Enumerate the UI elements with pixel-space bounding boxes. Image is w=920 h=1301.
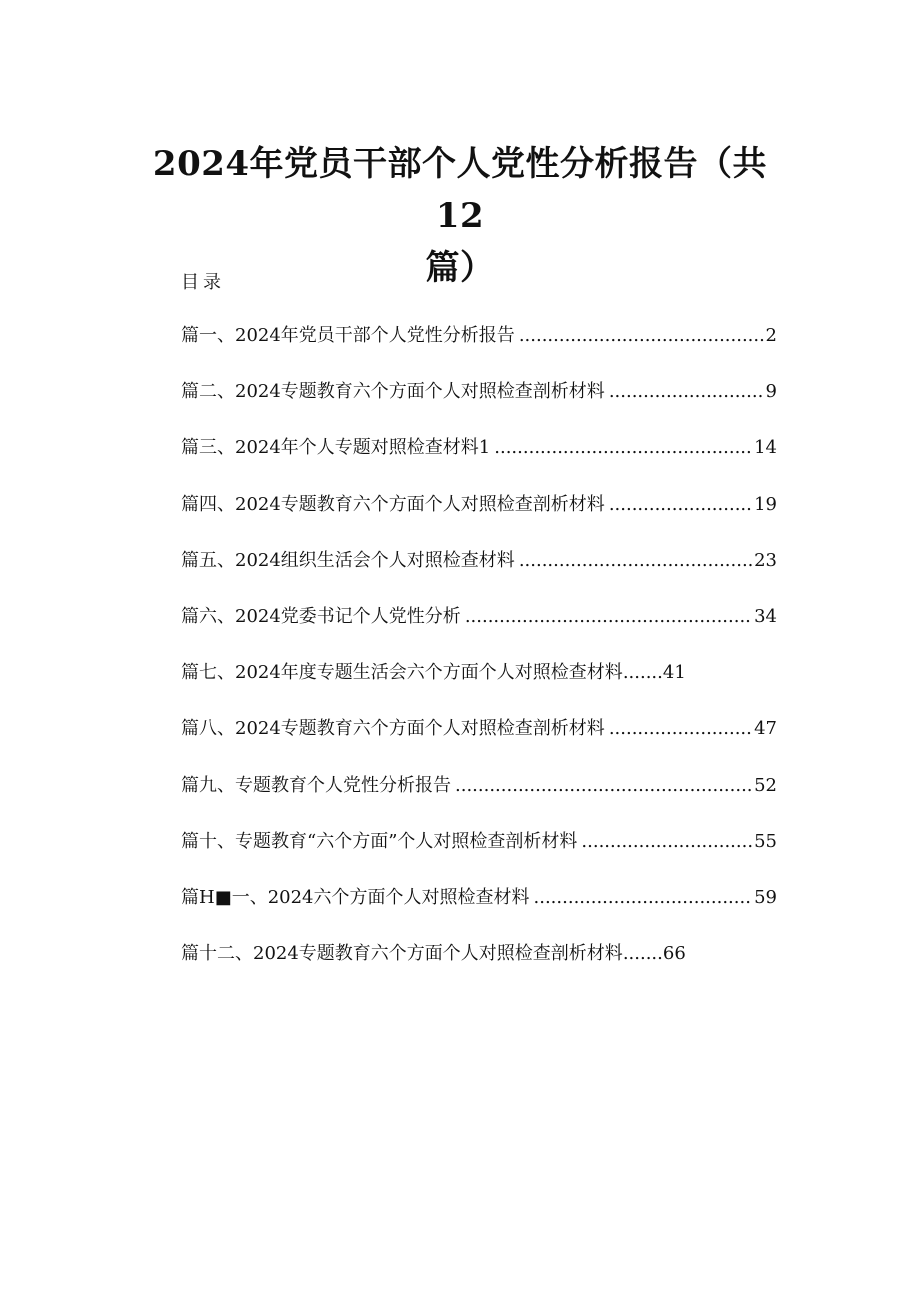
toc-entry-9[interactable] xyxy=(181,772,777,828)
toc-dot-leader xyxy=(455,772,752,800)
toc-entry-page: 47 xyxy=(754,718,777,740)
toc-entry-page: 2 xyxy=(765,325,777,346)
document-title-line-1: 2024年党员干部个人党性分析报告（共12 xyxy=(152,144,768,236)
toc-entry-11[interactable] xyxy=(181,884,777,940)
toc-dot-leader xyxy=(581,828,752,856)
toc-entry-5[interactable] xyxy=(181,547,777,603)
toc-entry-label: 篇九、专题教育个人党性分析报告 xyxy=(181,774,451,796)
toc-dot-leader xyxy=(623,943,663,964)
toc-entry-page: 14 xyxy=(754,437,777,459)
toc-entry-label: 篇一、2024年党员干部个人党性分析报告 xyxy=(181,325,515,346)
toc-entry-page: 55 xyxy=(754,830,777,852)
toc-entry-label: 篇六、2024党委书记个人党性分析 xyxy=(181,605,461,627)
toc-entry-label: 篇十二、2024专题教育六个方面个人对照检查剖析材料 xyxy=(181,943,623,965)
toc-dot-leader xyxy=(623,662,663,683)
toc-entry-label: 篇五、2024组织生活会个人对照检查材料 xyxy=(181,549,515,571)
toc-entry-6[interactable] xyxy=(181,603,777,659)
toc-entry-label: 篇十、专题教育“六个方面”个人对照检查剖析材料 xyxy=(181,830,578,852)
toc-entry-page: 19 xyxy=(754,493,777,515)
toc-entry-label: 篇七、2024年度专题生活会六个方面个人对照检查材料 xyxy=(181,662,623,684)
toc-dot-leader xyxy=(519,322,764,350)
toc-entry-page: 9 xyxy=(765,381,777,403)
toc-entry-12[interactable] xyxy=(181,940,777,996)
toc-dot-leader xyxy=(465,603,752,631)
toc-entry-page: 41 xyxy=(662,662,686,684)
toc-entry-page: 23 xyxy=(754,549,777,571)
document-title-line-2: 篇） xyxy=(425,248,495,288)
toc-dot-leader xyxy=(494,434,752,462)
toc-entry-label: 篇三、2024年个人专题对照检查材料1 xyxy=(181,437,491,459)
toc-dot-leader xyxy=(519,547,752,575)
toc-entry-label: 篇八、2024专题教育六个方面个人对照检查剖析材料 xyxy=(181,718,605,740)
table-of-contents xyxy=(181,322,777,996)
toc-dot-leader xyxy=(609,491,752,519)
toc-dot-leader xyxy=(609,378,764,406)
toc-entry-label: 篇二、2024专题教育六个方面个人对照检查剖析材料 xyxy=(181,381,605,403)
toc-dot-leader xyxy=(609,715,752,743)
toc-entry-10[interactable] xyxy=(181,828,777,884)
toc-entry-8[interactable] xyxy=(181,715,777,771)
toc-entry-page: 59 xyxy=(754,886,777,908)
toc-entry-page: 52 xyxy=(754,774,777,796)
toc-entry-label: 篇H■一、2024六个方面个人对照检查材料 xyxy=(181,886,530,908)
toc-heading: 目录 xyxy=(181,272,225,293)
toc-entry-7[interactable] xyxy=(181,659,777,715)
toc-entry-page: 66 xyxy=(662,943,686,965)
toc-entry-4[interactable] xyxy=(181,491,777,547)
toc-dot-leader xyxy=(534,884,753,912)
document-title xyxy=(130,138,790,294)
toc-entry-2[interactable] xyxy=(181,378,777,434)
toc-entry-page: 34 xyxy=(754,605,777,627)
toc-entry-3[interactable] xyxy=(181,434,777,490)
toc-entry-1[interactable] xyxy=(181,322,777,378)
toc-entry-label: 篇四、2024专题教育六个方面个人对照检查剖析材料 xyxy=(181,493,605,515)
